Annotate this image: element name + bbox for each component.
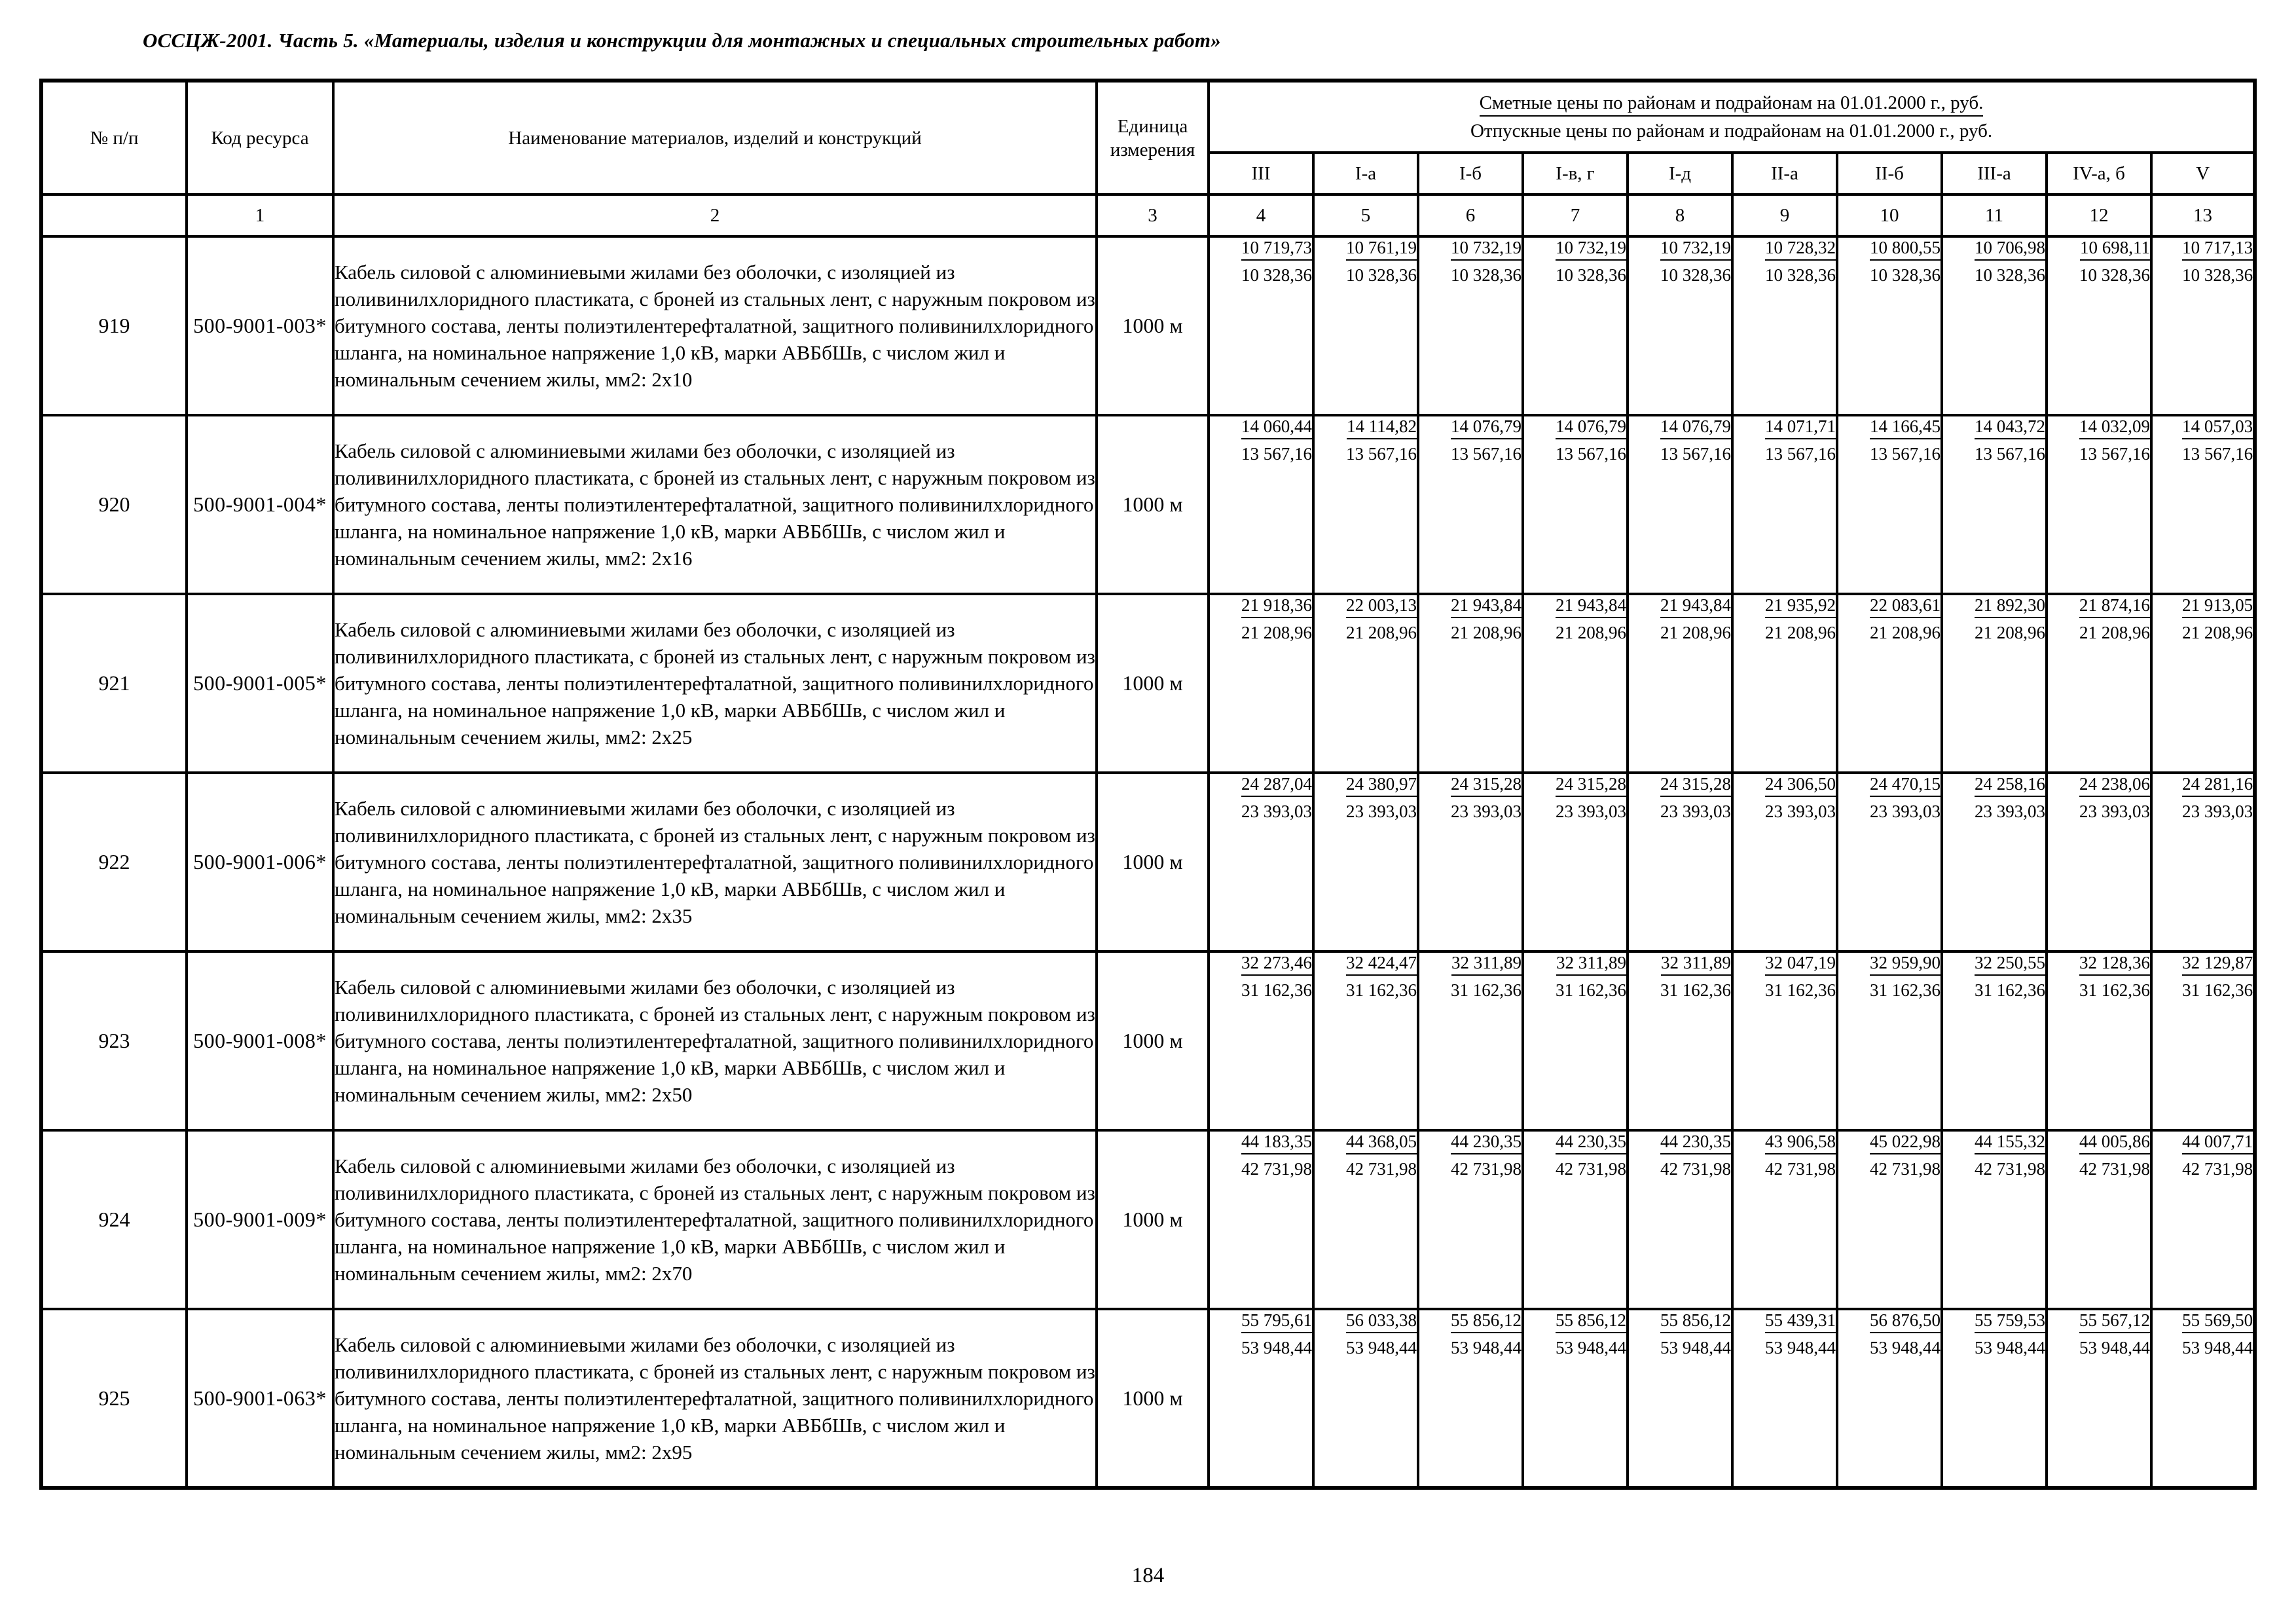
smeta-price-value: 32 311,89 bbox=[1451, 953, 1522, 976]
column-number-cell: 13 bbox=[2151, 194, 2255, 236]
price-cell bbox=[1837, 236, 1942, 415]
price-cell bbox=[1209, 773, 1313, 951]
region-label: IV-а, б bbox=[2047, 153, 2151, 194]
selling-price-value: 10 328,36 bbox=[1660, 265, 1731, 285]
unit-cell: 1000 м bbox=[1097, 594, 1209, 773]
resource-code-cell: 500-9001-003* bbox=[187, 236, 333, 415]
selling-price-value: 42 731,98 bbox=[1241, 1159, 1312, 1179]
smeta-price-value: 55 567,12 bbox=[2079, 1311, 2150, 1333]
smeta-price-value: 14 060,44 bbox=[1241, 417, 1312, 439]
smeta-price-value: 21 943,84 bbox=[1451, 596, 1522, 618]
smeta-price-value: 21 874,16 bbox=[2079, 596, 2150, 618]
column-number-cell bbox=[41, 194, 187, 236]
smeta-price-value: 21 918,36 bbox=[1241, 596, 1312, 618]
price-cell bbox=[1837, 951, 1942, 1130]
table-row bbox=[41, 415, 2255, 594]
selling-price-value: 13 567,16 bbox=[1451, 444, 1522, 464]
smeta-price-value: 32 959,90 bbox=[1870, 953, 1941, 976]
smeta-price-value: 32 273,46 bbox=[1241, 953, 1312, 976]
selling-price-value: 13 567,16 bbox=[1241, 444, 1312, 464]
price-cell bbox=[1313, 1309, 1418, 1488]
price-cell bbox=[1628, 773, 1732, 951]
selling-price-value: 23 393,03 bbox=[1556, 802, 1626, 821]
region-label: III-а bbox=[1942, 153, 2047, 194]
column-number-cell: 3 bbox=[1097, 194, 1209, 236]
material-name-cell: Кабель силовой с алюминиевыми жилами без оболочки, с изоляцией из поливинилхлоридного пластиката, с броней из стальных лент, с наружным покровом из битумного состава, ленты полиэтилентерефталатной, защитного поливинилхлоридного шланга, на номинальное напряжение 1,0 кВ, марки АВБбШв, с числом жил и номинальным сечением жилы, мм2: 2х25 bbox=[333, 594, 1097, 773]
smeta-price-value: 32 128,36 bbox=[2079, 953, 2150, 976]
selling-price-value: 31 162,36 bbox=[1765, 980, 1836, 1000]
material-name-cell: Кабель силовой с алюминиевыми жилами без оболочки, с изоляцией из поливинилхлоридного пластиката, с броней из стальных лент, с наружным покровом из битумного состава, ленты полиэтилентерефталатной, защитного поливинилхлоридного шланга, на номинальное напряжение 1,0 кВ, марки АВБбШв, с числом жил и номинальным сечением жилы, мм2: 2х95 bbox=[333, 1309, 1097, 1488]
smeta-price-value: 44 230,35 bbox=[1660, 1132, 1731, 1154]
smeta-price-value: 24 315,28 bbox=[1556, 775, 1626, 797]
table-head bbox=[41, 81, 2255, 236]
selling-price-value: 23 393,03 bbox=[2079, 802, 2150, 821]
selling-price-value: 21 208,96 bbox=[1556, 623, 1626, 642]
price-cell bbox=[1313, 773, 1418, 951]
price-cell bbox=[1837, 1309, 1942, 1488]
price-header-line2: Отпускные цены по районам и подрайонам на 01.01.2000 г., руб. bbox=[1470, 120, 1993, 141]
price-cell bbox=[1732, 415, 1837, 594]
price-cell bbox=[1942, 951, 2047, 1130]
column-number-cell: 10 bbox=[1837, 194, 1942, 236]
smeta-price-value: 32 311,89 bbox=[1556, 953, 1626, 976]
selling-price-value: 23 393,03 bbox=[1975, 802, 2045, 821]
column-number-cell: 2 bbox=[333, 194, 1097, 236]
region-label: I-б bbox=[1418, 153, 1523, 194]
header-cell-num bbox=[41, 81, 187, 194]
selling-price-value: 53 948,44 bbox=[1346, 1338, 1417, 1357]
price-cell bbox=[2151, 951, 2255, 1130]
selling-price-value: 21 208,96 bbox=[1975, 623, 2045, 642]
selling-price-value: 42 731,98 bbox=[2079, 1159, 2150, 1179]
selling-price-value: 21 208,96 bbox=[1241, 623, 1312, 642]
material-name-cell: Кабель силовой с алюминиевыми жилами без оболочки, с изоляцией из поливинилхлоридного пластиката, с броней из стальных лент, с наружным покровом из битумного состава, ленты полиэтилентерефталатной, защитного поливинилхлоридного шланга, на номинальное напряжение 1,0 кВ, марки АВБбШв, с числом жил и номинальным сечением жилы, мм2: 2х16 bbox=[333, 415, 1097, 594]
selling-price-value: 31 162,36 bbox=[1660, 980, 1731, 1000]
smeta-price-value: 14 032,09 bbox=[2079, 417, 2150, 439]
selling-price-value: 31 162,36 bbox=[1870, 980, 1941, 1000]
smeta-price-value: 21 892,30 bbox=[1975, 596, 2045, 618]
price-cell bbox=[1418, 1130, 1523, 1309]
selling-price-value: 42 731,98 bbox=[1660, 1159, 1731, 1179]
selling-price-value: 31 162,36 bbox=[1556, 980, 1626, 1000]
smeta-price-value: 10 761,19 bbox=[1346, 238, 1417, 261]
resource-code-cell: 500-9001-004* bbox=[187, 415, 333, 594]
row-number-cell: 925 bbox=[41, 1309, 187, 1488]
selling-price-value: 31 162,36 bbox=[2182, 980, 2253, 1000]
smeta-price-value: 14 114,82 bbox=[1347, 417, 1417, 439]
selling-price-value: 31 162,36 bbox=[2079, 980, 2150, 1000]
row-number-cell: 921 bbox=[41, 594, 187, 773]
table-row bbox=[41, 773, 2255, 951]
price-cell bbox=[1209, 951, 1313, 1130]
price-cell bbox=[2047, 773, 2151, 951]
selling-price-value: 53 948,44 bbox=[1451, 1338, 1522, 1357]
smeta-price-value: 21 913,05 bbox=[2182, 596, 2253, 618]
price-cell bbox=[1418, 594, 1523, 773]
selling-price-value: 23 393,03 bbox=[2182, 802, 2253, 821]
selling-price-value: 42 731,98 bbox=[1451, 1159, 1522, 1179]
price-table bbox=[39, 79, 2257, 1490]
price-cell bbox=[1523, 773, 1628, 951]
price-cell bbox=[1942, 415, 2047, 594]
unit-cell: 1000 м bbox=[1097, 1309, 1209, 1488]
price-cell bbox=[1837, 773, 1942, 951]
selling-price-value: 21 208,96 bbox=[1660, 623, 1731, 642]
selling-price-value: 21 208,96 bbox=[2079, 623, 2150, 642]
column-number-cell: 8 bbox=[1628, 194, 1732, 236]
smeta-price-value: 21 943,84 bbox=[1556, 596, 1626, 618]
smeta-price-value: 44 183,35 bbox=[1241, 1132, 1312, 1154]
region-label: III bbox=[1209, 153, 1313, 194]
selling-price-value: 21 208,96 bbox=[1346, 623, 1417, 642]
resource-code-cell: 500-9001-008* bbox=[187, 951, 333, 1130]
smeta-price-value: 21 935,92 bbox=[1765, 596, 1836, 618]
smeta-price-value: 24 306,50 bbox=[1765, 775, 1836, 797]
smeta-price-value: 10 732,19 bbox=[1660, 238, 1731, 261]
selling-price-value: 53 948,44 bbox=[2079, 1338, 2150, 1357]
price-cell bbox=[1209, 594, 1313, 773]
selling-price-value: 31 162,36 bbox=[1975, 980, 2045, 1000]
row-number-cell: 922 bbox=[41, 773, 187, 951]
selling-price-value: 10 328,36 bbox=[1556, 265, 1626, 285]
resource-code-cell: 500-9001-009* bbox=[187, 1130, 333, 1309]
price-cell bbox=[1209, 1309, 1313, 1488]
smeta-price-value: 10 800,55 bbox=[1870, 238, 1941, 261]
unit-cell: 1000 м bbox=[1097, 1130, 1209, 1309]
selling-price-value: 23 393,03 bbox=[1451, 802, 1522, 821]
price-cell bbox=[1837, 594, 1942, 773]
price-cell bbox=[2047, 415, 2151, 594]
smeta-price-value: 43 906,58 bbox=[1765, 1132, 1836, 1154]
smeta-price-value: 24 470,15 bbox=[1870, 775, 1941, 797]
price-cell bbox=[1837, 1130, 1942, 1309]
smeta-price-value: 55 856,12 bbox=[1660, 1311, 1731, 1333]
selling-price-value: 21 208,96 bbox=[1451, 623, 1522, 642]
smeta-price-value: 45 022,98 bbox=[1870, 1132, 1941, 1154]
smeta-price-value: 10 728,32 bbox=[1765, 238, 1836, 261]
region-label: II-б bbox=[1837, 153, 1942, 194]
selling-price-value: 13 567,16 bbox=[1975, 444, 2045, 464]
selling-price-value: 42 731,98 bbox=[1975, 1159, 2045, 1179]
selling-price-value: 10 328,36 bbox=[1975, 265, 2045, 285]
material-name-cell: Кабель силовой с алюминиевыми жилами без оболочки, с изоляцией из поливинилхлоридного пластиката, с броней из стальных лент, с наружным покровом из битумного состава, ленты полиэтилентерефталатной, защитного поливинилхлоридного шланга, на номинальное напряжение 1,0 кВ, марки АВБбШв, с числом жил и номинальным сечением жилы, мм2: 2х50 bbox=[333, 951, 1097, 1130]
smeta-price-value: 24 315,28 bbox=[1660, 775, 1731, 797]
selling-price-value: 13 567,16 bbox=[1765, 444, 1836, 464]
smeta-price-value: 44 007,71 bbox=[2182, 1132, 2253, 1154]
smeta-price-value: 10 717,13 bbox=[2182, 238, 2253, 261]
unit-cell: 1000 м bbox=[1097, 415, 1209, 594]
column-number-cell: 7 bbox=[1523, 194, 1628, 236]
price-cell bbox=[1523, 236, 1628, 415]
smeta-price-value: 55 856,12 bbox=[1556, 1311, 1626, 1333]
smeta-price-value: 14 166,45 bbox=[1870, 417, 1941, 439]
price-cell bbox=[1732, 1130, 1837, 1309]
header-cell-unit-label: Единица измерения bbox=[1110, 115, 1195, 160]
price-cell bbox=[2151, 594, 2255, 773]
selling-price-value: 23 393,03 bbox=[1346, 802, 1417, 821]
selling-price-value: 21 208,96 bbox=[1765, 623, 1836, 642]
selling-price-value: 42 731,98 bbox=[1765, 1159, 1836, 1179]
column-number-cell: 11 bbox=[1942, 194, 2047, 236]
region-label: I-а bbox=[1313, 153, 1418, 194]
region-label: V bbox=[2151, 153, 2255, 194]
selling-price-value: 21 208,96 bbox=[1870, 623, 1941, 642]
table-body bbox=[41, 236, 2255, 1488]
price-cell bbox=[2047, 236, 2151, 415]
smeta-price-value: 32 047,19 bbox=[1765, 953, 1836, 976]
price-cell bbox=[1313, 236, 1418, 415]
unit-cell: 1000 м bbox=[1097, 773, 1209, 951]
selling-price-value: 10 328,36 bbox=[1451, 265, 1522, 285]
price-cell bbox=[1313, 594, 1418, 773]
page-number: 184 bbox=[1131, 1564, 1165, 1587]
resource-code-cell: 500-9001-005* bbox=[187, 594, 333, 773]
smeta-price-value: 44 005,86 bbox=[2079, 1132, 2150, 1154]
selling-price-value: 42 731,98 bbox=[1870, 1159, 1941, 1179]
selling-price-value: 13 567,16 bbox=[1660, 444, 1731, 464]
region-label: I-в, г bbox=[1523, 153, 1628, 194]
selling-price-value: 10 328,36 bbox=[1346, 265, 1417, 285]
smeta-price-value: 55 759,53 bbox=[1975, 1311, 2045, 1333]
price-cell bbox=[2151, 236, 2255, 415]
price-cell bbox=[1523, 415, 1628, 594]
price-cell bbox=[2151, 773, 2255, 951]
smeta-price-value: 10 698,11 bbox=[2080, 238, 2150, 261]
price-cell bbox=[1313, 1130, 1418, 1309]
selling-price-value: 10 328,36 bbox=[1870, 265, 1941, 285]
smeta-price-value: 56 876,50 bbox=[1870, 1311, 1941, 1333]
selling-price-value: 31 162,36 bbox=[1451, 980, 1522, 1000]
smeta-price-value: 44 368,05 bbox=[1346, 1132, 1417, 1154]
price-cell bbox=[1418, 773, 1523, 951]
smeta-price-value: 14 076,79 bbox=[1556, 417, 1626, 439]
selling-price-value: 53 948,44 bbox=[1870, 1338, 1941, 1357]
unit-cell: 1000 м bbox=[1097, 951, 1209, 1130]
selling-price-value: 31 162,36 bbox=[1346, 980, 1417, 1000]
price-cell bbox=[1732, 1309, 1837, 1488]
column-number-cell: 12 bbox=[2047, 194, 2151, 236]
price-cell bbox=[2151, 1130, 2255, 1309]
selling-price-value: 53 948,44 bbox=[2182, 1338, 2253, 1357]
selling-price-value: 13 567,16 bbox=[2079, 444, 2150, 464]
smeta-price-value: 10 706,98 bbox=[1975, 238, 2045, 261]
price-cell bbox=[1628, 1309, 1732, 1488]
price-cell bbox=[1418, 236, 1523, 415]
price-cell bbox=[1209, 415, 1313, 594]
smeta-price-value: 32 129,87 bbox=[2182, 953, 2253, 976]
price-cell bbox=[1942, 594, 2047, 773]
smeta-price-value: 55 856,12 bbox=[1451, 1311, 1522, 1333]
selling-price-value: 23 393,03 bbox=[1660, 802, 1731, 821]
header-cell-code-label: Код ресурса bbox=[211, 127, 309, 149]
selling-price-value: 13 567,16 bbox=[1556, 444, 1626, 464]
column-number-cell: 4 bbox=[1209, 194, 1313, 236]
selling-price-value: 10 328,36 bbox=[1765, 265, 1836, 285]
price-cell bbox=[2047, 594, 2151, 773]
selling-price-value: 21 208,96 bbox=[2182, 623, 2253, 642]
price-cell bbox=[1732, 951, 1837, 1130]
material-name-cell: Кабель силовой с алюминиевыми жилами без оболочки, с изоляцией из поливинилхлоридного пластиката, с броней из стальных лент, с наружным покровом из битумного состава, ленты полиэтилентерефталатной, защитного поливинилхлоридного шланга, на номинальное напряжение 1,0 кВ, марки АВБбШв, с числом жил и номинальным сечением жилы, мм2: 2х70 bbox=[333, 1130, 1097, 1309]
smeta-price-value: 32 250,55 bbox=[1975, 953, 2045, 976]
selling-price-value: 10 328,36 bbox=[2079, 265, 2150, 285]
price-cell bbox=[1732, 594, 1837, 773]
smeta-price-value: 32 424,47 bbox=[1346, 953, 1417, 976]
price-cell bbox=[1628, 1130, 1732, 1309]
price-cell bbox=[1313, 951, 1418, 1130]
resource-code-cell: 500-9001-006* bbox=[187, 773, 333, 951]
smeta-price-value: 32 311,89 bbox=[1661, 953, 1731, 976]
smeta-price-value: 14 057,03 bbox=[2182, 417, 2253, 439]
region-label: II-а bbox=[1732, 153, 1837, 194]
column-number-cell: 6 bbox=[1418, 194, 1523, 236]
smeta-price-value: 44 230,35 bbox=[1451, 1132, 1522, 1154]
price-cell bbox=[2047, 1130, 2151, 1309]
selling-price-value: 23 393,03 bbox=[1870, 802, 1941, 821]
smeta-price-value: 24 287,04 bbox=[1241, 775, 1312, 797]
price-cell bbox=[2151, 1309, 2255, 1488]
region-label: I-д bbox=[1628, 153, 1732, 194]
price-cell bbox=[1732, 236, 1837, 415]
smeta-price-value: 22 003,13 bbox=[1346, 596, 1417, 618]
smeta-price-value: 10 732,19 bbox=[1451, 238, 1522, 261]
row-number-cell: 920 bbox=[41, 415, 187, 594]
header-cell-code bbox=[187, 81, 333, 194]
table-row bbox=[41, 236, 2255, 415]
smeta-price-value: 24 315,28 bbox=[1451, 775, 1522, 797]
table-row bbox=[41, 594, 2255, 773]
selling-price-value: 10 328,36 bbox=[1241, 265, 1312, 285]
selling-price-value: 42 731,98 bbox=[1556, 1159, 1626, 1179]
column-number-cell: 9 bbox=[1732, 194, 1837, 236]
price-cell bbox=[1942, 1309, 2047, 1488]
resource-code-cell: 500-9001-063* bbox=[187, 1309, 333, 1488]
smeta-price-value: 14 076,79 bbox=[1660, 417, 1731, 439]
document-title: ОССЦЖ-2001. Часть 5. «Материалы, изделия и конструкции для монтажных и специальных строительных работ» bbox=[143, 29, 1221, 52]
selling-price-value: 53 948,44 bbox=[1556, 1338, 1626, 1357]
header-cell-num-label: № п/п bbox=[90, 127, 139, 149]
price-cell bbox=[1628, 951, 1732, 1130]
header-cell-unit bbox=[1097, 81, 1209, 194]
price-header-line1: Сметные цены по районам и подрайонам на 01.01.2000 г., руб. bbox=[1480, 92, 1984, 117]
smeta-price-value: 55 439,31 bbox=[1765, 1311, 1836, 1333]
selling-price-value: 23 393,03 bbox=[1241, 802, 1312, 821]
selling-price-value: 13 567,16 bbox=[1346, 444, 1417, 464]
smeta-price-value: 44 230,35 bbox=[1556, 1132, 1626, 1154]
price-cell bbox=[1418, 951, 1523, 1130]
smeta-price-value: 21 943,84 bbox=[1660, 596, 1731, 618]
unit-cell: 1000 м bbox=[1097, 236, 1209, 415]
price-cell bbox=[1837, 415, 1942, 594]
smeta-price-value: 24 380,97 bbox=[1346, 775, 1417, 797]
row-number-cell: 919 bbox=[41, 236, 187, 415]
selling-price-value: 42 731,98 bbox=[2182, 1159, 2253, 1179]
selling-price-value: 53 948,44 bbox=[1765, 1338, 1836, 1357]
smeta-price-value: 24 258,16 bbox=[1975, 775, 2045, 797]
smeta-price-value: 56 033,38 bbox=[1346, 1311, 1417, 1333]
smeta-price-value: 55 569,50 bbox=[2182, 1311, 2253, 1333]
header-cell-name bbox=[333, 81, 1097, 194]
selling-price-value: 53 948,44 bbox=[1241, 1338, 1312, 1357]
price-cell bbox=[1942, 773, 2047, 951]
selling-price-value: 53 948,44 bbox=[1660, 1338, 1731, 1357]
smeta-price-value: 14 076,79 bbox=[1451, 417, 1522, 439]
smeta-price-value: 44 155,32 bbox=[1975, 1132, 2045, 1154]
price-cell bbox=[1523, 951, 1628, 1130]
price-cell bbox=[2047, 1309, 2151, 1488]
header-cell-prices bbox=[1209, 81, 2255, 153]
selling-price-value: 42 731,98 bbox=[1346, 1159, 1417, 1179]
column-number-cell: 1 bbox=[187, 194, 333, 236]
row-number-cell: 923 bbox=[41, 951, 187, 1130]
table-row bbox=[41, 1309, 2255, 1488]
price-cell bbox=[1628, 415, 1732, 594]
table-row bbox=[41, 951, 2255, 1130]
smeta-price-value: 24 281,16 bbox=[2182, 775, 2253, 797]
smeta-price-value: 10 719,73 bbox=[1241, 238, 1312, 261]
price-cell bbox=[1942, 1130, 2047, 1309]
price-cell bbox=[1942, 236, 2047, 415]
table-row bbox=[41, 1130, 2255, 1309]
price-cell bbox=[1313, 415, 1418, 594]
smeta-price-value: 55 795,61 bbox=[1241, 1311, 1312, 1333]
selling-price-value: 10 328,36 bbox=[2182, 265, 2253, 285]
selling-price-value: 53 948,44 bbox=[1975, 1338, 2045, 1357]
price-cell bbox=[1209, 1130, 1313, 1309]
smeta-price-value: 24 238,06 bbox=[2079, 775, 2150, 797]
price-cell bbox=[1209, 236, 1313, 415]
price-cell bbox=[1628, 594, 1732, 773]
selling-price-value: 31 162,36 bbox=[1241, 980, 1312, 1000]
header-cell-name-label: Наименование материалов, изделий и конструкций bbox=[508, 127, 922, 149]
price-cell bbox=[1523, 1309, 1628, 1488]
smeta-price-value: 10 732,19 bbox=[1556, 238, 1626, 261]
selling-price-value: 13 567,16 bbox=[2182, 444, 2253, 464]
price-cell bbox=[1418, 1309, 1523, 1488]
price-cell bbox=[2151, 415, 2255, 594]
selling-price-value: 13 567,16 bbox=[1870, 444, 1941, 464]
material-name-cell: Кабель силовой с алюминиевыми жилами без оболочки, с изоляцией из поливинилхлоридного пластиката, с броней из стальных лент, с наружным покровом из битумного состава, ленты полиэтилентерефталатной, защитного поливинилхлоридного шланга, на номинальное напряжение 1,0 кВ, марки АВБбШв, с числом жил и номинальным сечением жилы, мм2: 2х35 bbox=[333, 773, 1097, 951]
price-cell bbox=[1523, 594, 1628, 773]
selling-price-value: 23 393,03 bbox=[1765, 802, 1836, 821]
row-number-cell: 924 bbox=[41, 1130, 187, 1309]
smeta-price-value: 14 043,72 bbox=[1975, 417, 2045, 439]
smeta-price-value: 22 083,61 bbox=[1870, 596, 1941, 618]
material-name-cell: Кабель силовой с алюминиевыми жилами без оболочки, с изоляцией из поливинилхлоридного пластиката, с броней из стальных лент, с наружным покровом из битумного состава, ленты полиэтилентерефталатной, защитного поливинилхлоридного шланга, на номинальное напряжение 1,0 кВ, марки АВБбШв, с числом жил и номинальным сечением жилы, мм2: 2х10 bbox=[333, 236, 1097, 415]
price-cell bbox=[1732, 773, 1837, 951]
price-cell bbox=[1523, 1130, 1628, 1309]
column-number-cell: 5 bbox=[1313, 194, 1418, 236]
price-cell bbox=[1418, 415, 1523, 594]
price-cell bbox=[2047, 951, 2151, 1130]
smeta-price-value: 14 071,71 bbox=[1765, 417, 1836, 439]
price-cell bbox=[1628, 236, 1732, 415]
